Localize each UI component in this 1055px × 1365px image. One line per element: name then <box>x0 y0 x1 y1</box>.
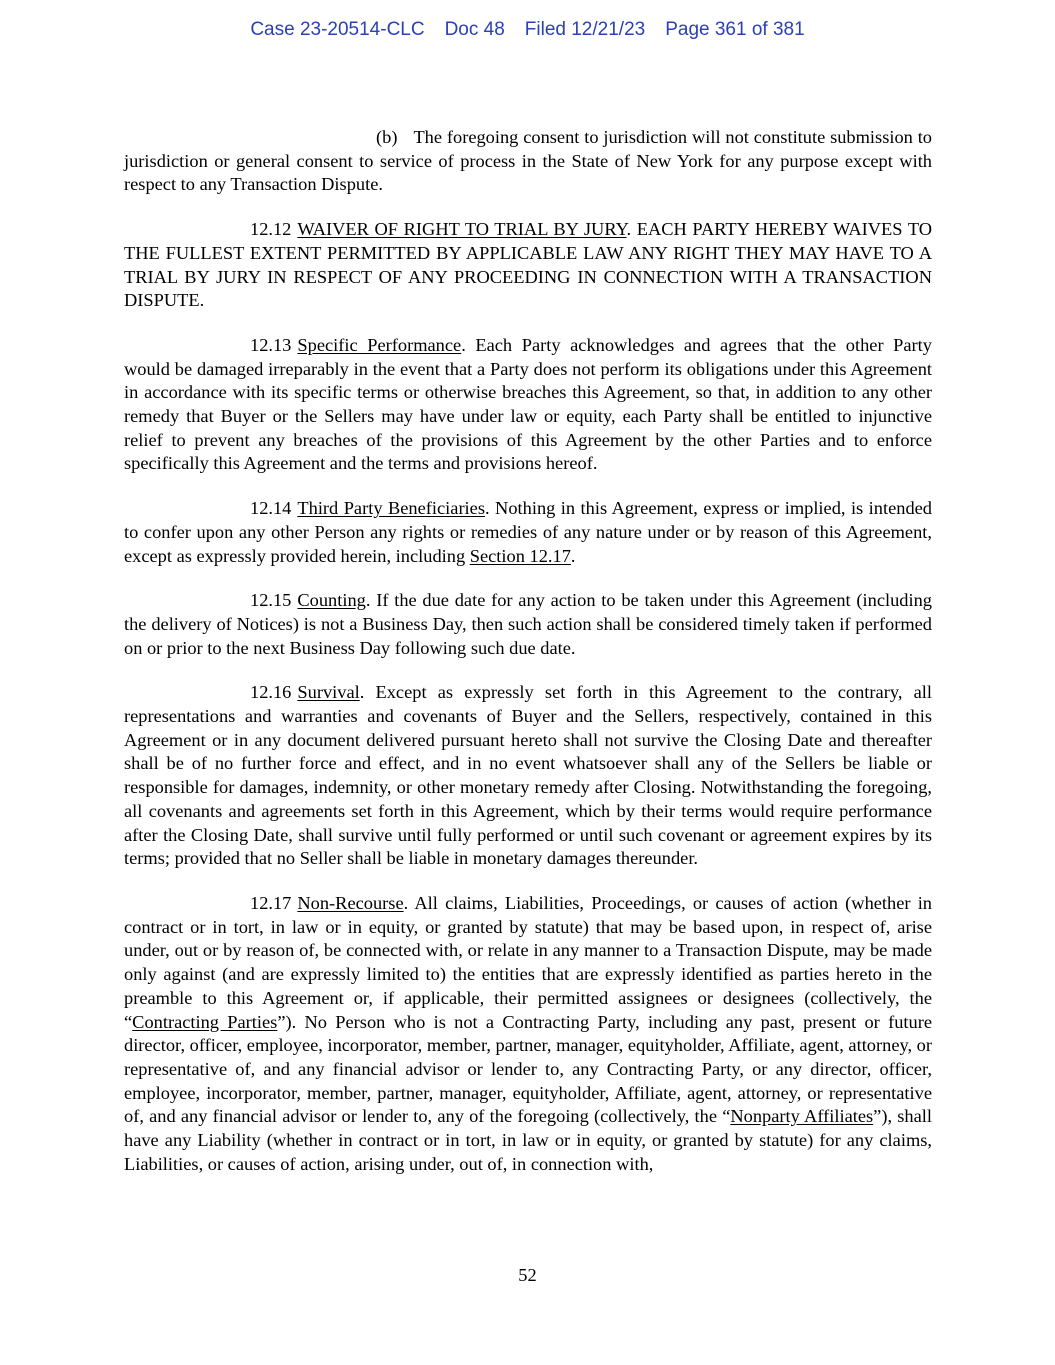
section-number: 12.13 <box>250 334 292 355</box>
section-title: WAIVER OF RIGHT TO TRIAL BY JURY <box>297 219 627 240</box>
filed-date: Filed 12/21/23 <box>524 19 646 40</box>
section-12-15 <box>124 589 932 660</box>
section-number: 12.16 <box>250 682 292 703</box>
section-title: Counting <box>297 590 366 611</box>
section-text-end: . <box>570 545 576 566</box>
section-text: . Except as expressly set forth in this Agreement to the contrary, all representations and warranties and covenants of Buyer and the Sellers, respectively, contained in this Agreement or in any document delivered pursuant hereto shall not survive the Closing Date and thereafter shall be of no further force and effect, and in no event whatsoever shall any of the Sellers be liable or responsible for damages, indemnity, or other monetary remedy after Closing. Notwithstanding the foregoing, all covenants and agreements set forth in this Agreement, which by their terms would require performance after the Closing Date, shall survive until fully performed or until such covenant or agreement expires by its terms; provided that no Seller shall be liable in monetary damages thereunder. <box>124 682 932 869</box>
paragraph-text: The foregoing consent to jurisdiction will not constitute submission to jurisdiction or general consent to service of process in the State of New York for any purpose except with respect to any Transaction Dispute. <box>124 127 932 195</box>
document-body <box>124 126 932 1197</box>
page-count: Page 361 of 381 <box>665 19 805 40</box>
section-12-14 <box>124 497 932 568</box>
section-cross-reference: Section 12.17 <box>469 545 571 566</box>
doc-number: Doc 48 <box>444 19 505 40</box>
defined-term-contracting-parties: Contracting Parties <box>132 1011 278 1032</box>
section-title: Specific Performance <box>297 334 462 355</box>
section-text: . Nothing in this Agreement, express or implied, is intended to confer upon any other Person any rights or remedies of any nature under or by reason of this Agreement, except as expressly provided herein, including <box>124 498 932 566</box>
section-number: 12.12 <box>250 219 292 240</box>
section-text: . EACH PARTY HEREBY WAIVES TO THE FULLEST EXTENT PERMITTED BY APPLICABLE LAW ANY RIGHT THEY MAY HAVE TO A TRIAL BY JURY IN RESPECT OF ANY PROCEEDING IN CONNECTION WITH A TRANSACTION DISPUTE. <box>124 219 932 311</box>
defined-term-nonparty-affiliates: Nonparty Affiliates <box>730 1106 874 1127</box>
section-12-13 <box>124 334 932 476</box>
section-title: Non-Recourse <box>297 892 404 913</box>
section-number: 12.15 <box>250 590 292 611</box>
page-number: 52 <box>518 1265 537 1285</box>
paragraph-number: (b) <box>376 127 398 147</box>
section-title: Third Party Beneficiaries <box>297 498 485 519</box>
section-text: ”), shall have any Liability (whether in contract or in tort, in law or in equity, or granted by statute) for any claims, Liabilities, or causes of action, arising under, out of, in connection with, <box>124 1106 933 1174</box>
section-text: . Each Party acknowledges and agrees that the other Party would be damaged irreparably in the event that a Party does not perform its obligations under this Agreement in accordance with its specific terms or otherwise breaches this Agreement, so that, in addition to any other remedy that Buyer or the Sellers may have under law or equity, each Party shall be entitled to injunctive relief to prevent any breaches of the provisions of this Agreement by the other Parties and to enforce specifically this Agreement and the terms and provisions hereof. <box>124 334 932 474</box>
section-number: 12.14 <box>250 498 292 519</box>
section-text: . All claims, Liabilities, Proceedings, or causes of action (whether in contract or in tort, in law or in equity, or granted by statute) that may be based upon, in respect of, arise under, out or by reason of, be connected with, or relate in any manner to a Transaction Dispute, may be made only against (and are expressly limited to) the entities that are expressly identified as parties hereto in the preamble to this Agreement or, if applicable, their permitted assignees or designees (collectively, the “ <box>124 892 932 1032</box>
paragraph-b <box>124 126 932 197</box>
case-number: Case 23-20514-CLC <box>250 19 425 40</box>
section-title: Survival <box>297 682 360 703</box>
section-12-16 <box>124 681 932 871</box>
section-text: ”). No Person who is not a Contracting Party, including any past, present or future director, officer, employee, incorporator, member, partner, manager, equityholder, Affiliate, agent, attorney, or representative of, and any financial advisor or lender to, any Contracting Party, or any director, officer, employee, incorporator, member, partner, manager, equityholder, Affiliate, agent, attorney, or representative of, and any financial advisor or lender to, any of the foregoing (collectively, the “ <box>124 1011 932 1127</box>
section-12-12 <box>124 218 932 313</box>
court-filing-header <box>0 19 1055 41</box>
section-text: . If the due date for any action to be taken under this Agreement (including the delivery of Notices) is not a Business Day, then such action shall be considered timely taken if performed on or prior to the next Business Day following such due date. <box>124 590 932 658</box>
section-12-17 <box>124 892 932 1176</box>
section-number: 12.17 <box>250 892 292 913</box>
